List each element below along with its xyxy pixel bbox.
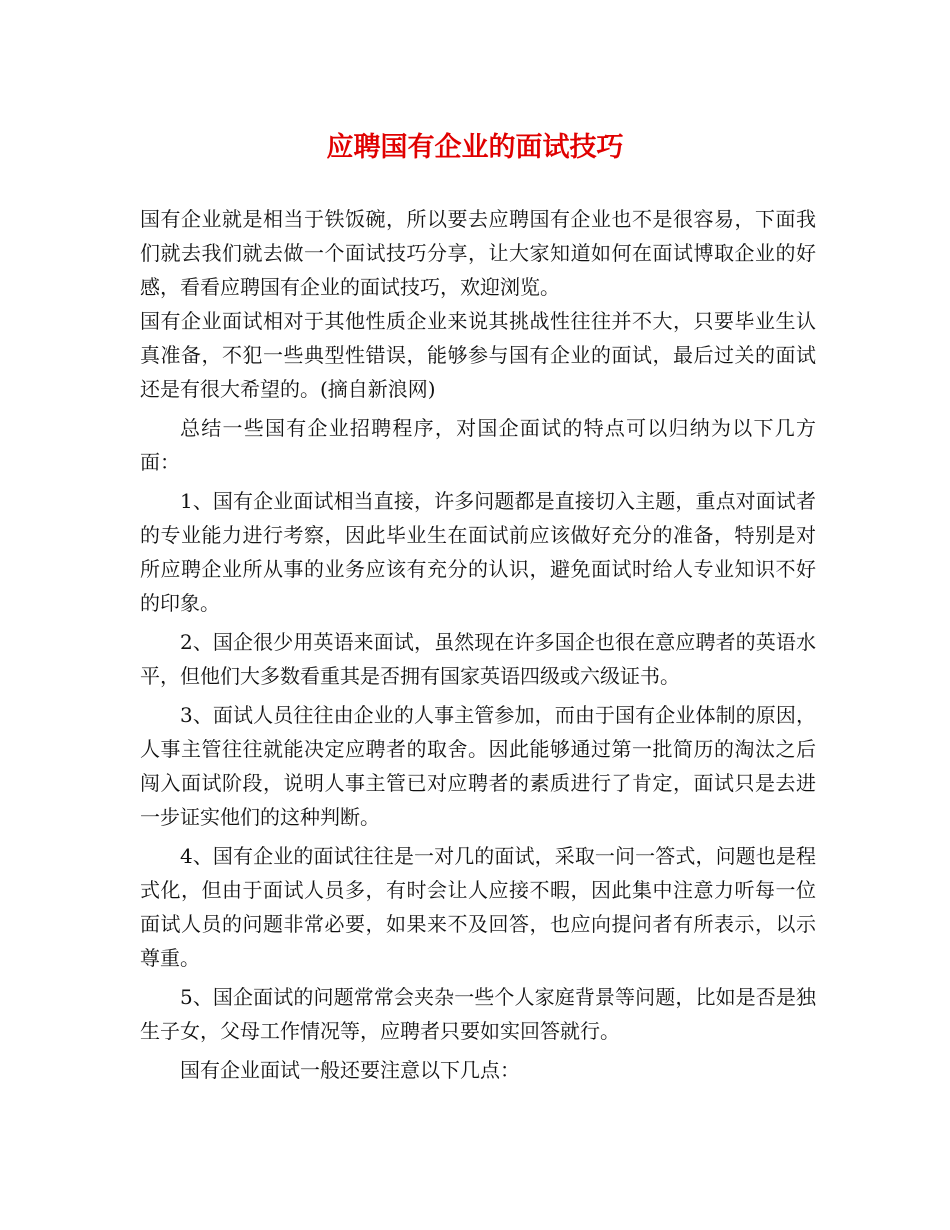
point-2-paragraph: 2、国企很少用英语来面试，虽然现在许多国企也很在意应聘者的英语水平，但他们大多数看重其是否拥有国家英语四级或六级证书。 — [140, 630, 816, 688]
point-1-paragraph: 1、国有企业面试相当直接，许多问题都是直接切入主题，重点对面试者的专业能力进行考察，因此毕业生在面试前应该做好充分的准备，特别是对所应聘企业所从事的业务应该有充分的认识，避免面试时给人专业知识不好的印象。 — [140, 489, 816, 615]
overview-paragraph: 国有企业面试相对于其他性质企业来说其挑战性往往并不大，只要毕业生认真准备，不犯一些典型性错误，能够参与国有企业的面试，最后过关的面试还是有很大希望的。(摘自新浪网) — [140, 309, 816, 401]
page-title: 应聘国有企业的面试技巧 — [326, 132, 624, 163]
notes-heading-paragraph: 国有企业面试一般还要注意以下几点： — [180, 1058, 520, 1082]
point-3-paragraph: 3、面试人员往往由企业的人事主管参加，而由于国有企业体制的原因，人事主管往往就能决定应聘者的取舍。因此能够通过第一批简历的淘汰之后闯入面试阶段，说明人事主管已对应聘者的素质进行了肯定，面试只是去进一步证实他们的这种判断。 — [140, 703, 816, 829]
point-4-paragraph: 4、国有企业的面试往往是一对几的面试，采取一问一答式，问题也是程式化，但由于面试人员多，有时会让人应接不暇，因此集中注意力听每一位面试人员的问题非常必要，如果来不及回答，也应向提问者有所表示，以示尊重。 — [140, 844, 816, 970]
summary-paragraph: 总结一些国有企业招聘程序，对国企面试的特点可以归纳为以下几方面： — [140, 416, 816, 474]
intro-paragraph: 国有企业就是相当于铁饭碗，所以要去应聘国有企业也不是很容易，下面我们就去我们就去做一个面试技巧分享，让大家知道如何在面试博取企业的好感，看看应聘国有企业的面试技巧，欢迎浏览。 — [140, 207, 816, 299]
document-body — [140, 202, 816, 1087]
point-5-paragraph: 5、国企面试的问题常常会夹杂一些个人家庭背景等问题，比如是否是独生子女，父母工作情况等，应聘者只要如实回答就行。 — [140, 985, 816, 1043]
